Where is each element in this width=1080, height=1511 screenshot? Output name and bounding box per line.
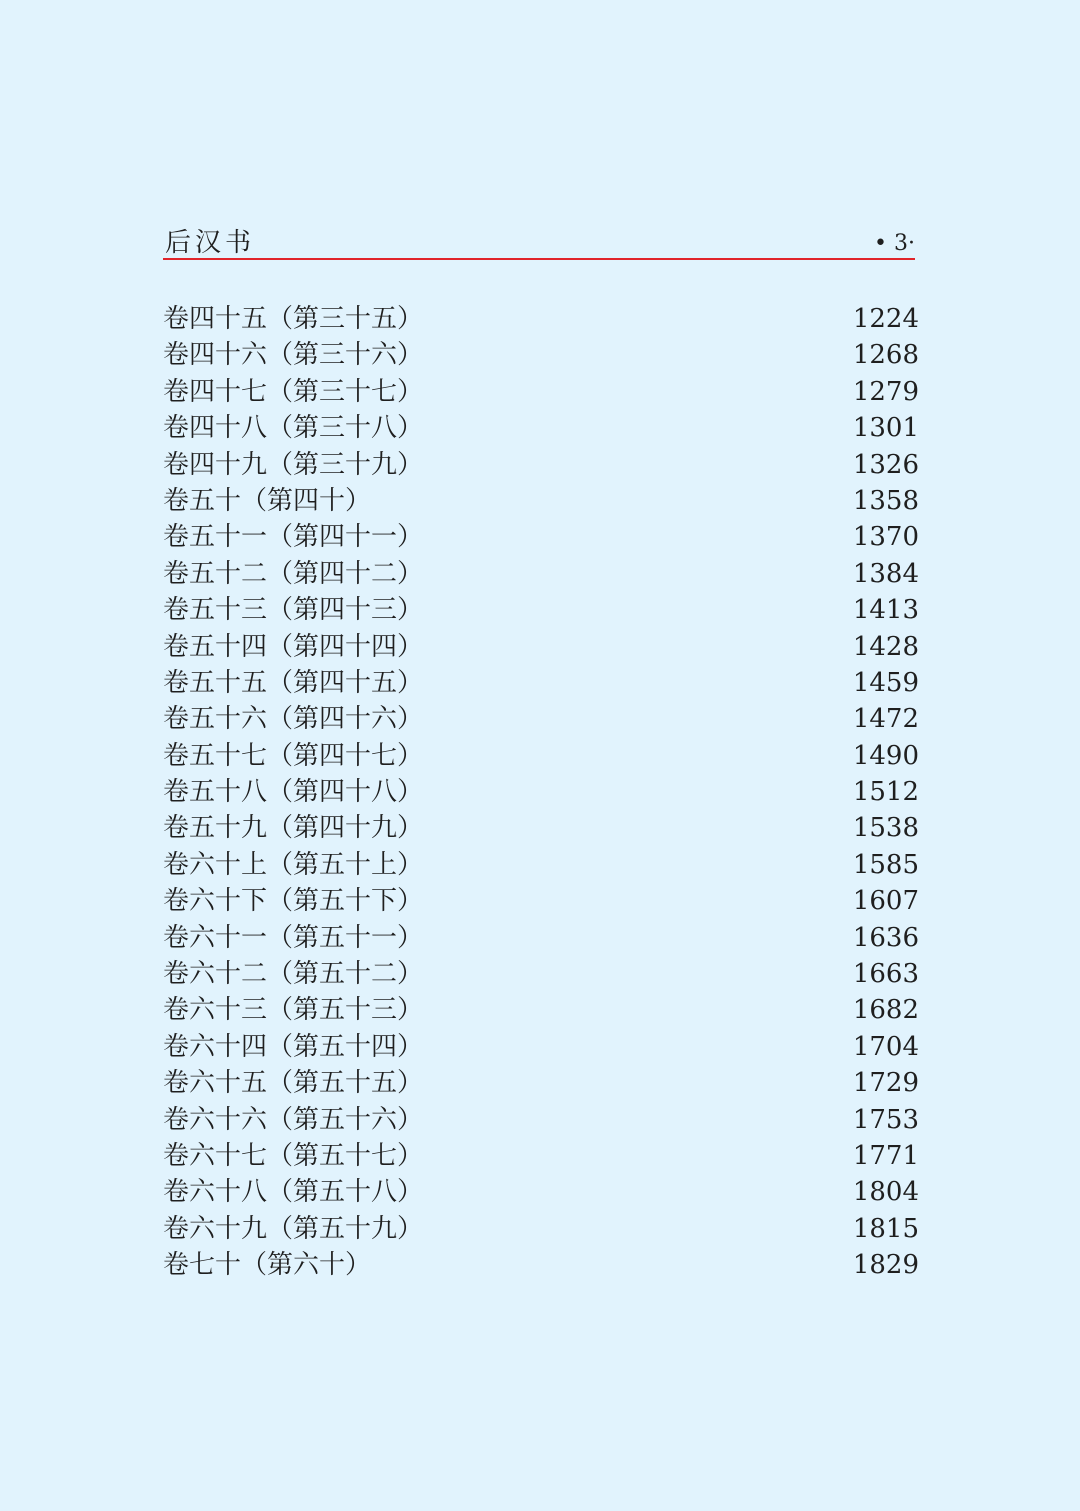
toc-entry-page: 1636 xyxy=(852,922,919,953)
toc-entry-title: 卷六十七（第五十七） xyxy=(163,1140,424,1171)
toc-entry xyxy=(163,518,923,554)
toc-entry-page: 1771 xyxy=(852,1140,919,1171)
toc-entry-page: 1301 xyxy=(852,413,919,444)
toc-entry-page: 1512 xyxy=(852,777,919,808)
toc-entry-title: 卷七十（第六十） xyxy=(163,1250,372,1281)
toc-entry xyxy=(163,1210,923,1246)
toc-entry-page: 1459 xyxy=(852,667,919,698)
toc-entry-page: 1490 xyxy=(852,740,919,771)
toc-entry xyxy=(163,1173,923,1209)
toc-entry-page: 1804 xyxy=(852,1177,919,1208)
toc-entry-page: 1279 xyxy=(852,376,919,407)
toc-entry-page: 1829 xyxy=(852,1250,919,1281)
toc-entry-page: 1326 xyxy=(852,449,919,480)
toc-entry xyxy=(163,1028,923,1064)
toc-entry xyxy=(163,991,923,1027)
running-header xyxy=(163,226,915,262)
toc-entry xyxy=(163,664,923,700)
toc-entry-title: 卷六十上（第五十上） xyxy=(163,849,424,880)
toc-entry-title: 卷五十七（第四十七） xyxy=(163,740,424,771)
table-of-contents xyxy=(163,300,923,1283)
toc-entry xyxy=(163,1137,923,1173)
toc-entry xyxy=(163,955,923,991)
toc-entry-title: 卷五十六（第四十六） xyxy=(163,704,424,735)
toc-entry xyxy=(163,882,923,918)
toc-entry xyxy=(163,482,923,518)
toc-entry-page: 1428 xyxy=(852,631,919,662)
toc-entry-page: 1413 xyxy=(852,595,919,626)
toc-entry-title: 卷五十二（第四十二） xyxy=(163,558,424,589)
toc-entry-page: 1729 xyxy=(852,1068,919,1099)
toc-entry-title: 卷四十九（第三十九） xyxy=(163,449,424,480)
toc-entry-page: 1472 xyxy=(852,704,919,735)
toc-entry-page: 1815 xyxy=(852,1213,919,1244)
toc-entry xyxy=(163,373,923,409)
toc-entry-title: 卷六十四（第五十四） xyxy=(163,1031,424,1062)
toc-entry-title: 卷五十九（第四十九） xyxy=(163,813,424,844)
toc-entry-title: 卷六十三（第五十三） xyxy=(163,995,424,1026)
toc-entry-title: 卷六十下（第五十下） xyxy=(163,886,424,917)
toc-entry xyxy=(163,809,923,845)
toc-entry-page: 1753 xyxy=(852,1104,919,1135)
toc-entry-page: 1370 xyxy=(852,522,919,553)
toc-entry-title: 卷五十一（第四十一） xyxy=(163,522,424,553)
toc-entry-title: 卷四十七（第三十七） xyxy=(163,376,424,407)
toc-entry xyxy=(163,300,923,336)
toc-entry xyxy=(163,846,923,882)
toc-entry xyxy=(163,700,923,736)
toc-entry xyxy=(163,919,923,955)
toc-entry-page: 1268 xyxy=(852,340,919,371)
toc-entry-title: 卷六十二（第五十二） xyxy=(163,959,424,990)
toc-entry-page: 1224 xyxy=(852,304,919,334)
toc-entry xyxy=(163,555,923,591)
toc-entry xyxy=(163,591,923,627)
toc-entry-title: 卷四十五（第三十五） xyxy=(163,304,424,334)
toc-entry-page: 1358 xyxy=(852,485,919,516)
toc-entry-page: 1704 xyxy=(852,1031,919,1062)
toc-entry-title: 卷五十（第四十） xyxy=(163,485,372,516)
toc-entry-page: 1585 xyxy=(852,849,919,880)
toc-entry-title: 卷六十一（第五十一） xyxy=(163,922,424,953)
toc-entry-title: 卷四十六（第三十六） xyxy=(163,340,424,371)
page-number: • 3· xyxy=(874,231,915,256)
toc-entry xyxy=(163,628,923,664)
book-title: 后汉书 xyxy=(165,228,256,258)
header-rule xyxy=(163,258,915,260)
toc-entry-title: 卷五十三（第四十三） xyxy=(163,595,424,626)
toc-entry-title: 卷五十五（第四十五） xyxy=(163,667,424,698)
toc-entry-title: 卷六十九（第五十九） xyxy=(163,1213,424,1244)
toc-entry-page: 1538 xyxy=(852,813,919,844)
toc-entry xyxy=(163,1101,923,1137)
toc-entry xyxy=(163,737,923,773)
toc-entry xyxy=(163,336,923,372)
toc-entry xyxy=(163,409,923,445)
toc-entry-page: 1663 xyxy=(852,959,919,990)
toc-entry-page: 1607 xyxy=(852,886,919,917)
toc-entry xyxy=(163,1064,923,1100)
toc-entry-title: 卷五十八（第四十八） xyxy=(163,777,424,808)
toc-entry-page: 1384 xyxy=(852,558,919,589)
toc-entry-title: 卷六十五（第五十五） xyxy=(163,1068,424,1099)
toc-entry-page: 1682 xyxy=(852,995,919,1026)
toc-entry-title: 卷四十八（第三十八） xyxy=(163,413,424,444)
toc-entry-title: 卷六十八（第五十八） xyxy=(163,1177,424,1208)
toc-entry xyxy=(163,446,923,482)
toc-entry xyxy=(163,1246,923,1282)
toc-entry-title: 卷六十六（第五十六） xyxy=(163,1104,424,1135)
toc-entry-title: 卷五十四（第四十四） xyxy=(163,631,424,662)
toc-entry xyxy=(163,773,923,809)
